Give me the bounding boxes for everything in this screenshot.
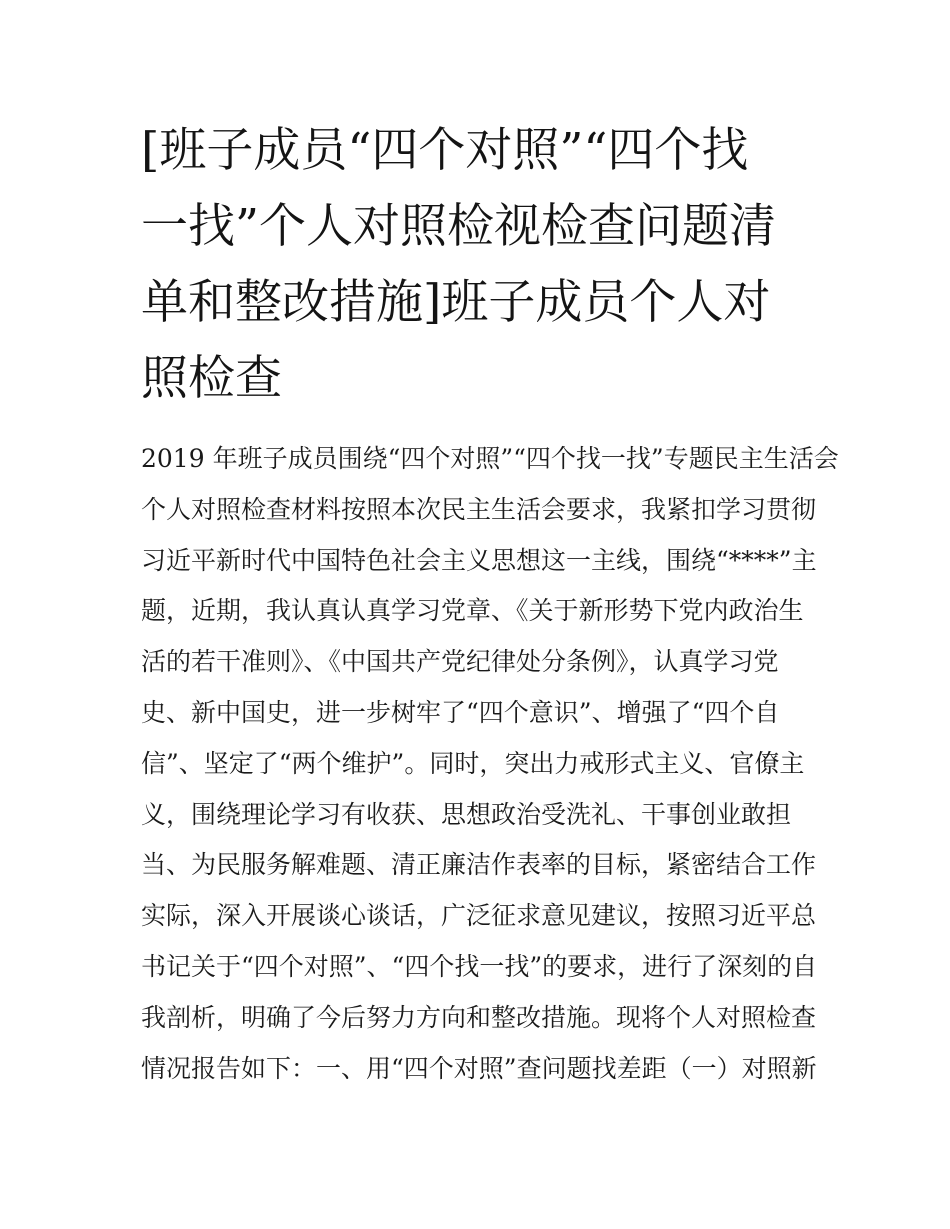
body-paragraph (141, 434, 839, 1094)
body-line: 实际，深入开展谈心谈话，广泛征求意见建议，按照习近平总 (141, 901, 817, 931)
title-line: 单和整改措施]班子成员个人对 (141, 275, 771, 330)
body-line: 个人对照检查材料按照本次民主生活会要求，我紧扣学习贯彻 (141, 494, 817, 524)
body-line: 题，近期，我认真认真学习党章、《关于新形势下党内政治生 (141, 596, 804, 626)
body-line: 活的若干准则》、《中国共产党纪律处分条例》，认真学习党 (141, 647, 779, 677)
title-line: 一找”个人对照检视检查问题清 (141, 199, 777, 254)
body-line: 义，围绕理论学习有收获、思想政治受洗礼、干事创业敢担 (141, 799, 792, 829)
body-line: 信”、坚定了“两个维护”。同时，突出力戒形式主义、官僚主 (141, 748, 805, 778)
title-line: 照检查 (141, 351, 282, 406)
body-line: 史、新中国史，进一步树牢了“四个意识”、增强了“四个自 (141, 697, 780, 727)
document-title (141, 113, 821, 417)
body-line: 情况报告如下：一、用“四个对照”查问题找差距（一）对照新 (141, 1053, 817, 1083)
title-line: [班子成员“四个对照”“四个找 (141, 123, 749, 178)
body-line: 习近平新时代中国特色社会主义思想这一主线，围绕“****”主 (141, 545, 817, 575)
body-line: 当、为民服务解难题、清正廉洁作表率的目标，紧密结合工作 (141, 850, 817, 880)
body-line: 2019 年班子成员围绕“四个对照”“四个找一找”专题民主生活会 (141, 444, 839, 473)
body-line: 书记关于“四个对照”、“四个找一找”的要求，进行了深刻的自 (141, 951, 818, 981)
body-line: 我剖析，明确了今后努力方向和整改措施。现将个人对照检查 (141, 1002, 817, 1032)
